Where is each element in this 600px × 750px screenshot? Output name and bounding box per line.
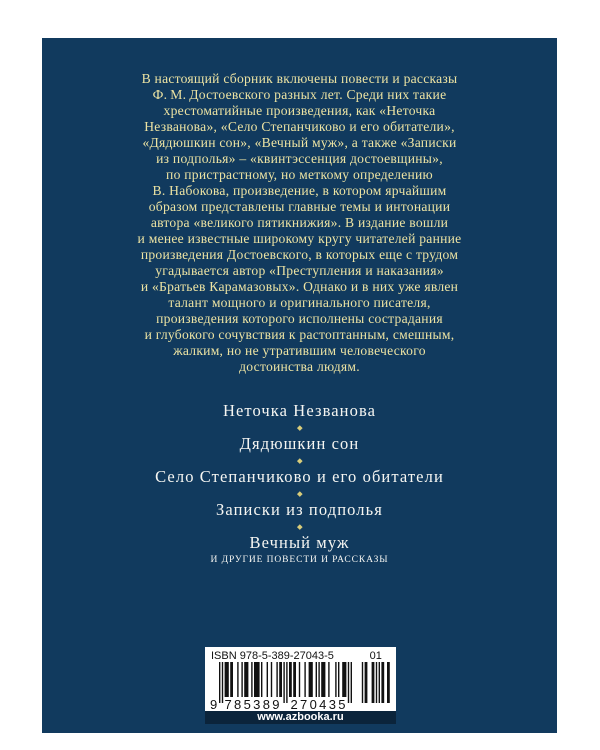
barcode-digit-first: 9	[210, 697, 218, 711]
barcode-bar	[279, 662, 282, 697]
barcode-bar	[271, 662, 272, 697]
annotation-line: и глубокого сочувствия к растоптанным, смешным,	[144, 327, 455, 342]
barcode-bar	[244, 662, 248, 697]
annotation-line: «Дядюшкин сон», «Вечный муж», а также «Записки	[142, 135, 457, 150]
barcode-bar	[362, 662, 363, 703]
annotation-line: В. Набокова, произведение, в котором ярчайшим	[152, 183, 447, 198]
barcode-bar	[309, 662, 313, 697]
annotation-line: и «Братьев Карамазовых». Однако и в них уже явлен	[140, 279, 459, 294]
diamond-icon	[297, 524, 302, 529]
annotation-line: образом представлены главные темы и интонации	[148, 199, 451, 214]
contents-title: Дядюшкин сон	[239, 434, 360, 453]
barcode-bar	[230, 662, 233, 697]
book-back-cover	[42, 38, 557, 733]
barcode-bar	[338, 662, 339, 697]
annotation-line: достоинства людям.	[239, 359, 360, 374]
barcode-guard-bar	[219, 662, 220, 703]
annotation-line: произведения Достоевского, в которых еще с трудом	[140, 247, 459, 262]
publisher-website: www.azbooka.ru	[205, 711, 396, 724]
barcode-bar	[299, 662, 300, 697]
barcode-bar	[365, 662, 368, 703]
barcode-bar	[293, 662, 296, 697]
barcode-bar	[318, 662, 319, 697]
annotation-line: из подполья» – «квинтэссенция достоевщины»,	[156, 151, 443, 166]
barcode-bar	[267, 662, 268, 697]
barcode-digits-right: 270435	[290, 697, 346, 711]
diamond-icon	[297, 458, 302, 463]
barcode-guard-bar	[286, 662, 287, 703]
diamond-icon	[297, 425, 302, 430]
barcode-bar	[342, 662, 346, 697]
barcode-bar	[237, 662, 238, 697]
contents-title: Вечный муж	[249, 533, 350, 552]
barcode-bar	[379, 662, 380, 703]
diamond-icon	[297, 491, 302, 496]
contents-title: Записки из подполья	[216, 500, 383, 519]
annotation-line: жалким, но не утратившим человеческого	[173, 343, 426, 358]
ean2-addon-bars	[362, 662, 390, 703]
barcode-box	[205, 647, 396, 724]
barcode-bar	[251, 662, 252, 697]
barcode-guard-bar	[351, 662, 352, 703]
barcode-bar	[261, 662, 262, 697]
isbn-barcode	[205, 647, 396, 711]
barcode-bar	[276, 662, 277, 697]
annotation-line: Ф. М. Достоевского разных лет. Среди них такие	[152, 87, 447, 102]
contents-title: Неточка Незванова	[222, 401, 377, 420]
separator	[42, 520, 557, 533]
annotation-text	[42, 71, 557, 375]
contents-list	[42, 401, 557, 567]
barcode-bar	[225, 662, 229, 697]
annotation-line: и менее известные широкому кругу читателей ранние	[137, 231, 462, 246]
barcode-bar	[289, 662, 292, 697]
barcode-digits-left: 785389	[224, 697, 280, 711]
annotation-line: В настоящий сборник включены повести и рассказы	[141, 71, 458, 86]
annotation-line: Незванова», «Село Степанчиково и его обитатели»,	[144, 119, 455, 134]
barcode-bar	[381, 662, 384, 703]
barcode-bar	[254, 662, 260, 697]
barcode-guard-bar	[283, 662, 284, 703]
contents-subtitle: И ДРУГИЕ ПОВЕСТИ И РАССКАЗЫ	[210, 555, 389, 565]
barcode-bar	[304, 662, 305, 697]
barcode-bar	[328, 662, 329, 697]
barcode-bar	[387, 662, 390, 703]
barcode-bar	[241, 662, 242, 697]
barcode-guard-bar	[348, 662, 349, 703]
annotation-line: угадывается автор «Преступления и наказания»	[155, 263, 444, 278]
isbn-label: ISBN 978-5-389-27043-5	[211, 650, 334, 662]
annotation-line: по пристрастному, но меткому определению	[166, 167, 433, 182]
separator	[42, 421, 557, 434]
contents-title: Село Степанчиково и его обитатели	[155, 467, 444, 486]
barcode-bar	[372, 662, 375, 703]
addon-digits: 01	[369, 650, 382, 662]
separator	[42, 487, 557, 500]
barcode-guard-bar	[222, 662, 223, 703]
separator	[42, 454, 557, 467]
barcode-bar	[376, 662, 377, 703]
annotation-line: автора «великого пятикнижия». В издание вошли	[150, 215, 449, 230]
annotation-line: талант мощного и оригинального писателя,	[168, 295, 431, 310]
barcode-bar	[316, 662, 317, 697]
annotation-line: произведения которого исполнены сострадания	[156, 311, 443, 326]
barcode-bar	[321, 662, 325, 697]
barcode-bar	[335, 662, 336, 697]
annotation-line: хрестоматийные произведения, как «Неточка	[163, 103, 436, 118]
